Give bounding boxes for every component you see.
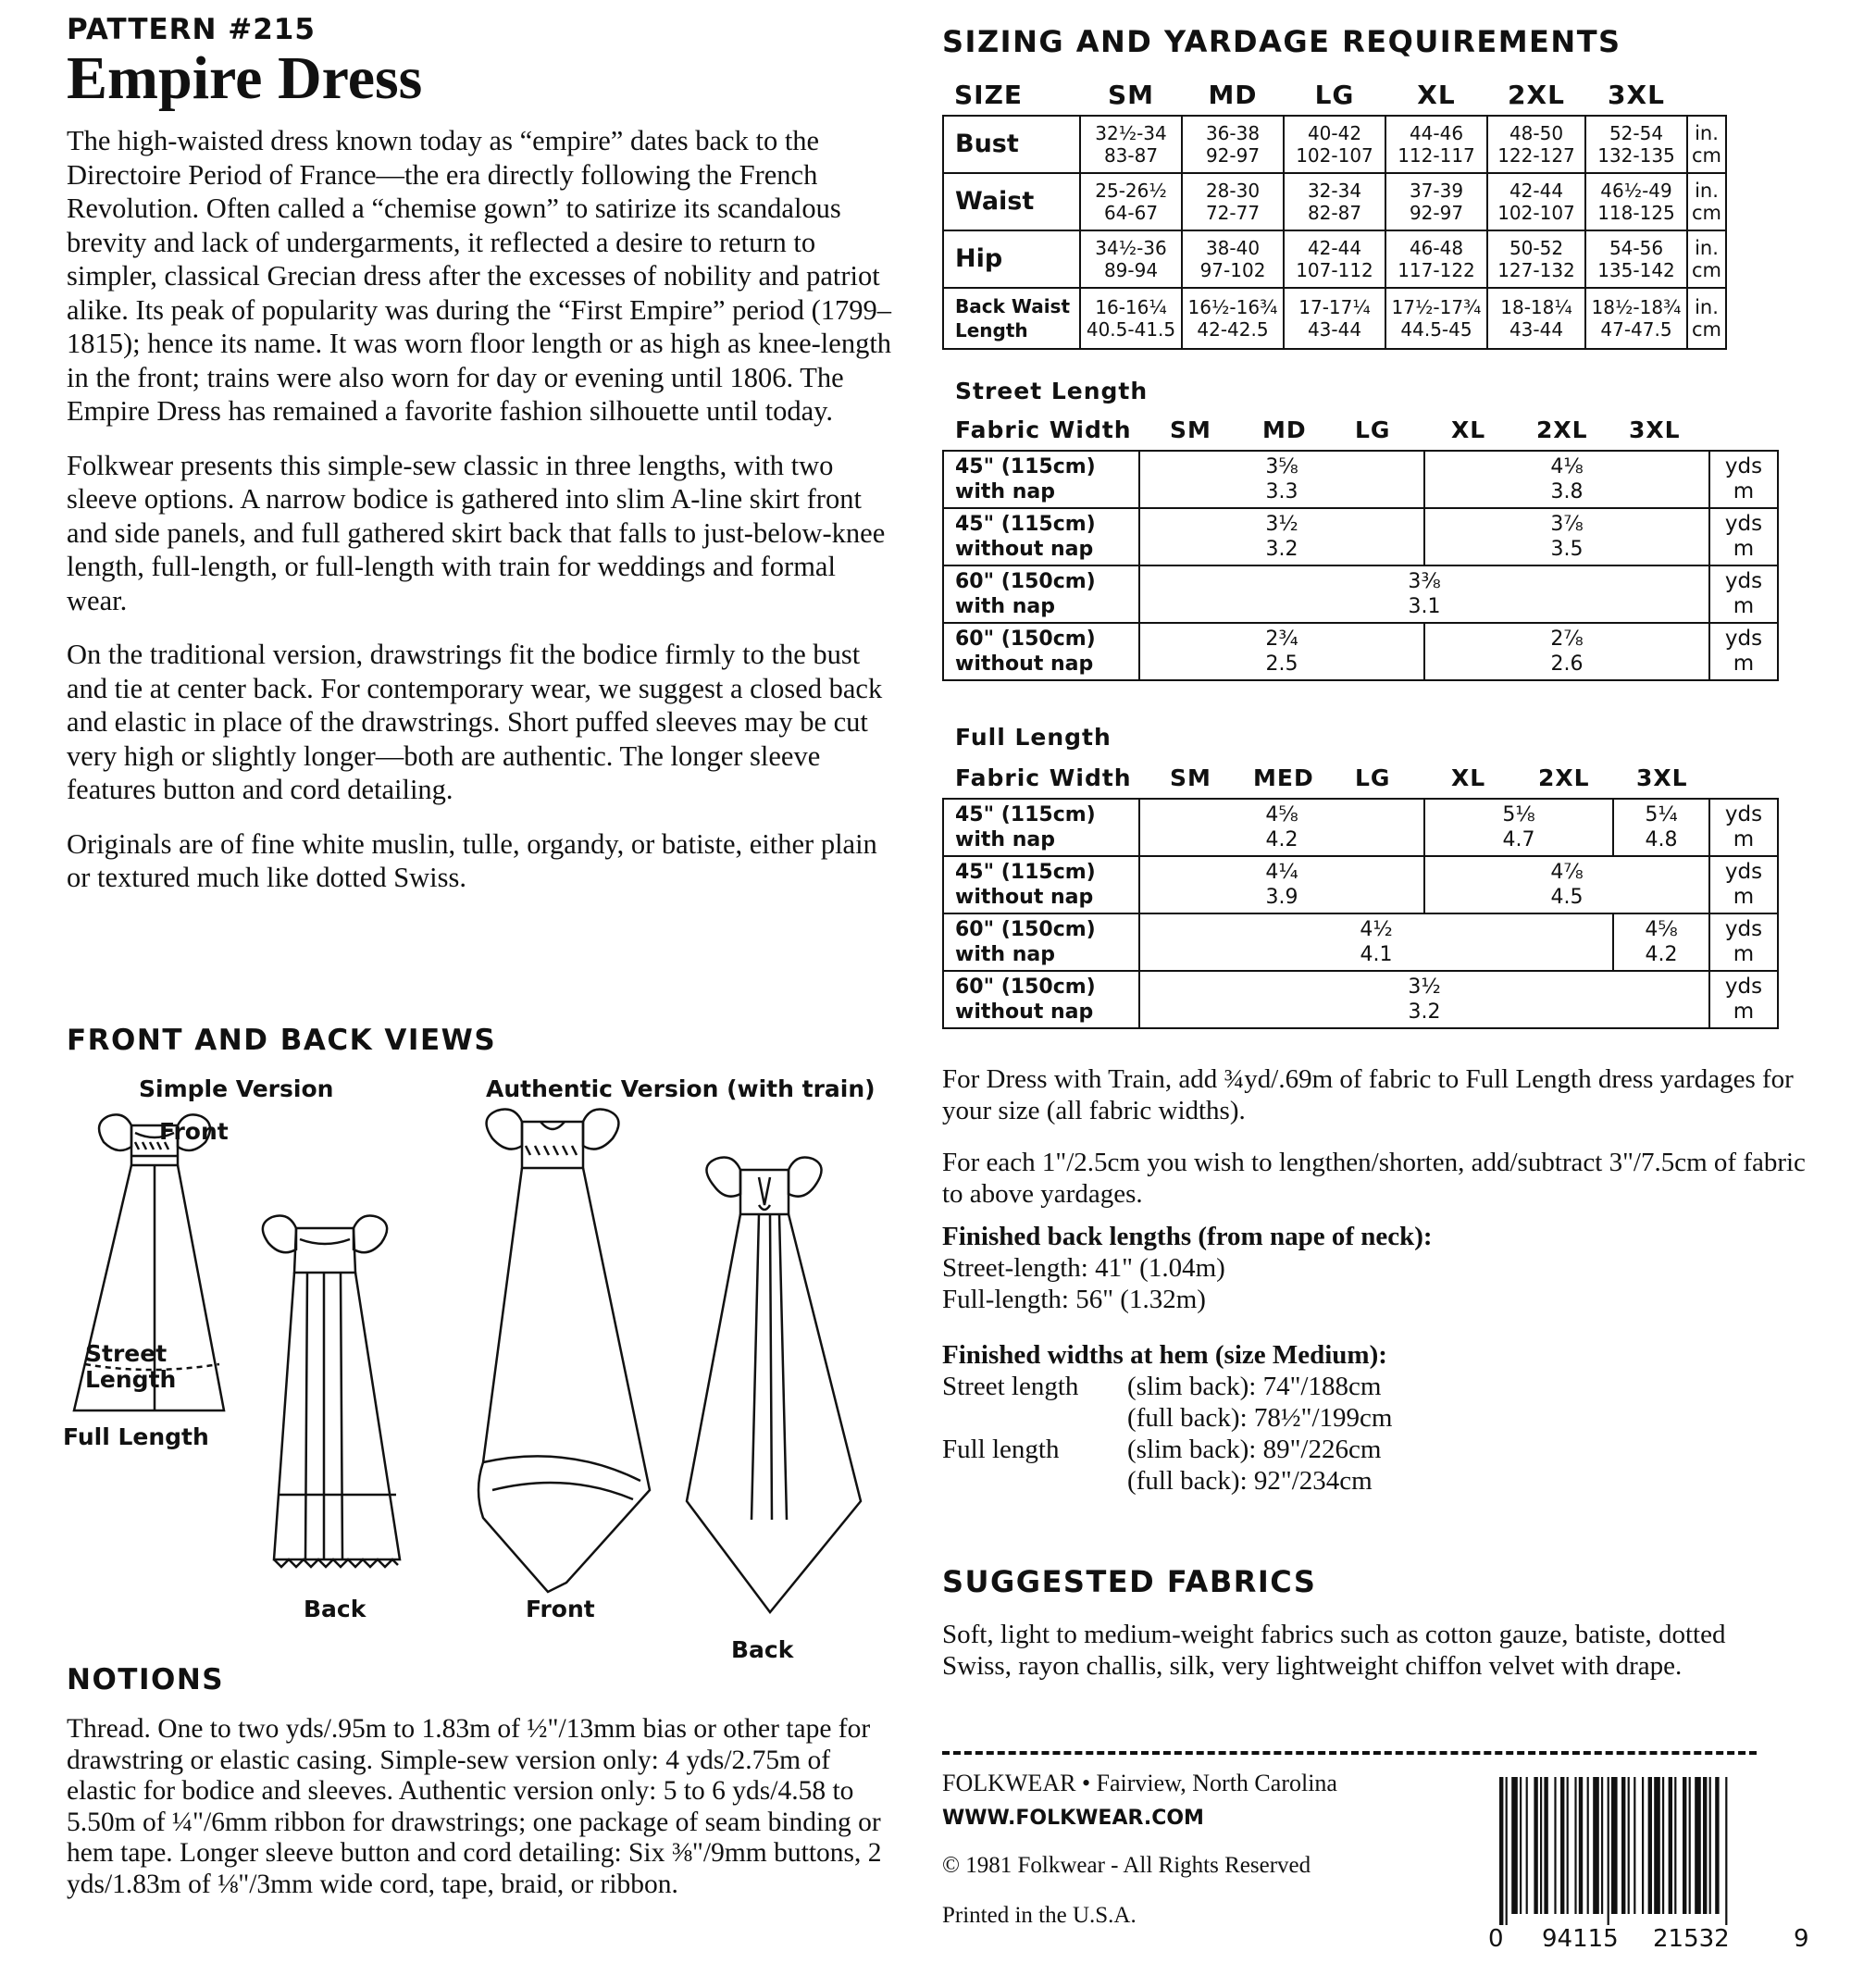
table-cell: 28-30 72-77 [1182, 173, 1284, 230]
table-row [943, 508, 1778, 565]
hem-street-slim: (slim back): 74"/188cm [1127, 1372, 1382, 1401]
unit-cell: yds m [1709, 799, 1778, 856]
size-col-header: XL [1417, 79, 1456, 110]
fabric-width-label: Fabric Width [955, 416, 1132, 443]
barcode-bar [1709, 1777, 1711, 1914]
authentic-dress-front-drawing [455, 1101, 668, 1620]
table-cell: 17-17¼ 43-44 [1284, 288, 1385, 349]
size-header-row [943, 74, 1726, 116]
unit-cell: in. cm [1687, 173, 1726, 230]
size-header-label: SIZE [954, 79, 1024, 110]
barcode-bar [1544, 1777, 1547, 1914]
size-col-header: SM [1170, 764, 1211, 791]
barcode-digit-left: 0 [1488, 1925, 1504, 1953]
barcode-bars [1486, 1777, 1810, 1925]
hem-full-label: Full length [942, 1435, 1060, 1464]
notions-section [67, 1714, 900, 1900]
simple-version-label: Simple Version [139, 1075, 334, 1102]
unit-cell: yds m [1709, 971, 1778, 1028]
table-row [943, 565, 1778, 623]
barcode-bar [1526, 1777, 1528, 1914]
size-col-header: 2XL [1508, 79, 1565, 110]
table-cell: 4½ 4.1 [1139, 913, 1613, 971]
barcode-bar [1593, 1777, 1599, 1914]
barcode-bar [1608, 1777, 1609, 1925]
unit-cell: yds m [1709, 508, 1778, 565]
table-cell: 36-38 92-97 [1182, 116, 1284, 173]
barcode-bar [1695, 1777, 1701, 1914]
size-col-header: 3XL [1629, 416, 1681, 443]
size-col-header: XL [1451, 764, 1486, 791]
authentic-front-label: Front [526, 1596, 595, 1622]
barcode-bar [1628, 1777, 1630, 1914]
row-label: 60" (150cm) with nap [943, 913, 1139, 971]
row-label: 45" (115cm) without nap [943, 856, 1139, 913]
size-col-header: MD [1262, 416, 1307, 443]
street-length-heading: Street Length [955, 378, 1149, 404]
notions-text: Thread. One to two yds/.95m to 1.83m of ½"/13mm bias or other tape for drawstring or elastic casing. Simple-sew version only: 4 yds/2.75m of elastic for bodice and sleeves. Authentic version only: 5 to 6 yds/4.58 to 5.50m of ¼"/6mm ribbon for drawstrings; one package of seam binding or hem tape. Longer sleeve button and cord detailing: Six ⅜"/9mm buttons, 2 yds/1.83m of ⅛"/3mm wide cord, tape, braid, or ribbon. [67, 1714, 882, 1899]
barcode-bar [1621, 1777, 1625, 1914]
barcode-bar [1634, 1777, 1635, 1914]
row-label: 45" (115cm) without nap [943, 508, 1139, 565]
barcode-bar [1574, 1777, 1576, 1914]
table-cell: 34½-36 89-94 [1080, 230, 1182, 288]
front-label: Front [159, 1118, 229, 1145]
table-cell: 52-54 132-135 [1585, 116, 1687, 173]
size-col-header: XL [1451, 416, 1486, 443]
row-label: Hip [943, 230, 1080, 288]
notions-heading: NOTIONS [67, 1663, 225, 1696]
table-cell: 38-40 97-102 [1182, 230, 1284, 288]
table-cell: 5⅛ 4.7 [1424, 799, 1613, 856]
table-cell: 16-16¼ 40.5-41.5 [1080, 288, 1182, 349]
table-cell: 4⅛ 3.8 [1424, 451, 1709, 508]
table-cell: 44-46 112-117 [1385, 116, 1487, 173]
fabric-width-label: Fabric Width [955, 764, 1132, 791]
table-row [943, 913, 1778, 971]
barcode-digit-right: 9 [1794, 1925, 1809, 1953]
row-label: Back Waist Length [943, 288, 1080, 349]
intro-paragraph-3: On the traditional version, drawstrings fit the bodice firmly to the bust and tie at center back. For contemporary wear, we suggest a closed back and elastic in place of the drawstrings. Short puffed sleeves may be cut very high or slightly longer—both are authentic. The longer sleeve features button and cord detailing. [67, 639, 883, 805]
table-cell: 54-56 135-142 [1585, 230, 1687, 288]
table-cell: 48-50 122-127 [1487, 116, 1585, 173]
back-length-street: Street-length: 41" (1.04m) [942, 1253, 1225, 1283]
table-cell: 4⅞ 4.5 [1424, 856, 1709, 913]
barcode-bar [1560, 1777, 1564, 1914]
row-label: 60" (150cm) without nap [943, 623, 1139, 680]
table-cell: 3⅝ 3.3 [1139, 451, 1424, 508]
views-heading: FRONT AND BACK VIEWS [67, 1024, 497, 1057]
table-cell: 37-39 92-97 [1385, 173, 1487, 230]
street-label-line2: Length [85, 1366, 177, 1393]
table-row [943, 623, 1778, 680]
table-cell: 16½-16¾ 42-42.5 [1182, 288, 1284, 349]
back-label: Back [304, 1596, 366, 1622]
table-cell: 3½ 3.2 [1139, 971, 1709, 1028]
barcode-bar [1654, 1777, 1660, 1914]
sizing-heading: SIZING AND YARDAGE REQUIREMENTS [942, 24, 1621, 59]
table-cell: 42-44 102-107 [1487, 173, 1585, 230]
barcode-bar [1534, 1777, 1537, 1914]
unit-cell: yds m [1709, 565, 1778, 623]
company-line [942, 1770, 1337, 1797]
barcode-digits-2: 21532 [1653, 1925, 1730, 1953]
barcode-bar [1567, 1777, 1569, 1914]
table-cell: 18-18¼ 43-44 [1487, 288, 1585, 349]
barcode [1486, 1777, 1810, 1953]
size-col-header: MED [1253, 764, 1314, 791]
barcode-bar [1642, 1777, 1644, 1914]
pattern-number: PATTERN #215 [67, 13, 316, 46]
copyright: © 1981 Folkwear - All Rights Reserved [942, 1853, 1311, 1878]
fabrics-text: Soft, light to medium-weight fabrics such as cotton gauze, batiste, dotted Swiss, rayon challis, silk, very lightweight chiffon velvet with drape. [942, 1620, 1726, 1681]
table-row [943, 173, 1726, 230]
unit-cell: in. cm [1687, 116, 1726, 173]
printed-in: Printed in the U.S.A. [942, 1903, 1137, 1928]
table-cell: 3⅜ 3.1 [1139, 565, 1709, 623]
back-lengths-heading: Finished back lengths (from nape of neck): [942, 1222, 1433, 1251]
table-row [943, 230, 1726, 288]
barcode-bar [1662, 1777, 1664, 1914]
barcode-bar [1648, 1777, 1652, 1914]
hem-street-full: (full back): 78½"/199cm [1127, 1403, 1393, 1433]
barcode-bar [1540, 1777, 1542, 1914]
table-cell: 46½-49 118-125 [1585, 173, 1687, 230]
table-row [943, 971, 1778, 1028]
street-length-table [942, 450, 1779, 681]
barcode-bar [1703, 1777, 1707, 1914]
divider [942, 1751, 1757, 1755]
train-note: For Dress with Train, add ¾yd/.69m of fabric to Full Length dress yardages for your size (all fabric widths). [942, 1064, 1794, 1125]
table-cell: 2¾ 2.5 [1139, 623, 1424, 680]
row-label: 60" (150cm) without nap [943, 971, 1139, 1028]
company-name: FOLKWEAR [942, 1770, 1076, 1796]
barcode-bar [1669, 1777, 1672, 1914]
intro-paragraph-1: The high-waisted dress known today as “empire” dates back to the Directoire Period of France—the era directly following the French Revolution. Often called a “chemise gown” to satirize its scandalous brevity and lack of undergarments, it reflected a desire to return to simpler, classical Grecian dress after the excesses of nobility and patriot alike. Its peak of popularity was during the “First Empire” period (1799–1815); hence its name. It was worn floor length or as high as knee-length in the front; trains were also worn for day or evening until 1806. The Empire Dress has remained a favorite fashion silhouette until today. [67, 125, 892, 427]
unit-cell: yds m [1709, 856, 1778, 913]
size-col-header: LG [1355, 764, 1391, 791]
barcode-bar [1683, 1777, 1686, 1914]
size-col-header: 3XL [1608, 79, 1665, 110]
unit-cell: yds m [1709, 451, 1778, 508]
row-label: 45" (115cm) with nap [943, 799, 1139, 856]
back-length-full: Full-length: 56" (1.32m) [942, 1285, 1206, 1314]
barcode-bar [1601, 1777, 1603, 1914]
row-label: Bust [943, 116, 1080, 173]
barcode-bar [1725, 1777, 1727, 1925]
page-title: Empire Dress [67, 44, 423, 112]
simple-dress-back-drawing [242, 1208, 437, 1597]
unit-cell: yds m [1709, 623, 1778, 680]
table-row [943, 799, 1778, 856]
size-col-header: 3XL [1636, 764, 1688, 791]
barcode-bar [1499, 1777, 1503, 1925]
barcode-bar [1611, 1777, 1618, 1914]
hem-full-slim: (slim back): 89"/226cm [1127, 1435, 1382, 1464]
barcode-bar [1715, 1777, 1719, 1914]
table-cell: 32½-34 83-87 [1080, 116, 1182, 173]
table-cell: 2⅞ 2.6 [1424, 623, 1709, 680]
table-cell: 4⅝ 4.2 [1613, 913, 1709, 971]
unit-cell: in. cm [1687, 230, 1726, 288]
row-label: 60" (150cm) with nap [943, 565, 1139, 623]
table-row [943, 856, 1778, 913]
table-row [943, 288, 1726, 349]
table-cell: 3⅞ 3.5 [1424, 508, 1709, 565]
full-fabric-width-header [955, 764, 1788, 792]
authentic-back-label: Back [731, 1636, 794, 1663]
size-col-header: MD [1208, 79, 1258, 110]
barcode-bar [1579, 1777, 1583, 1914]
size-col-header: SM [1107, 79, 1155, 110]
authentic-dress-back-drawing [659, 1149, 881, 1649]
row-label: 45" (115cm) with nap [943, 451, 1139, 508]
table-cell: 4¼ 3.9 [1139, 856, 1424, 913]
barcode-bar [1520, 1777, 1522, 1914]
unit-cell: yds m [1709, 913, 1778, 971]
size-col-header: 2XL [1536, 416, 1588, 443]
table-cell: 18½-18¾ 47-47.5 [1585, 288, 1687, 349]
left-column [67, 13, 900, 915]
size-col-header: LG [1355, 416, 1391, 443]
table-row [943, 116, 1726, 173]
table-cell: 25-26½ 64-67 [1080, 173, 1182, 230]
barcode-bar [1506, 1777, 1508, 1925]
size-col-header: SM [1170, 416, 1211, 443]
hem-street-label: Street length [942, 1372, 1079, 1401]
barcode-bar [1689, 1777, 1691, 1914]
street-label-line1: Street [85, 1340, 168, 1367]
unit-cell: in. cm [1687, 288, 1726, 349]
table-cell: 42-44 107-112 [1284, 230, 1385, 288]
table-cell: 46-48 117-122 [1385, 230, 1487, 288]
barcode-bar [1587, 1777, 1589, 1914]
hem-widths-heading: Finished widths at hem (size Medium): [942, 1340, 1387, 1370]
row-label: Waist [943, 173, 1080, 230]
table-row [943, 451, 1778, 508]
table-cell: 50-52 127-132 [1487, 230, 1585, 288]
company-location: • Fairview, North Carolina [1081, 1770, 1337, 1796]
table-cell: 4⅝ 4.2 [1139, 799, 1424, 856]
barcode-bar [1674, 1777, 1676, 1914]
table-cell: 3½ 3.2 [1139, 508, 1424, 565]
authentic-version-label: Authentic Version (with train) [486, 1075, 876, 1102]
website-link[interactable]: WWW.FOLKWEAR.COM [942, 1807, 1204, 1830]
barcode-digits-1: 94115 [1542, 1925, 1619, 1953]
intro-paragraph-4: Originals are of fine white muslin, tulle, organdy, or batiste, either plain or textured much like dotted Swiss. [67, 827, 877, 893]
street-fabric-width-header [955, 416, 1788, 444]
table-cell: 5¼ 4.8 [1613, 799, 1709, 856]
full-length-table [942, 798, 1779, 1029]
fabrics-heading: SUGGESTED FABRICS [942, 1564, 1317, 1599]
table-cell: 17½-17¾ 44.5-45 [1385, 288, 1487, 349]
full-length-heading: Full Length [955, 724, 1112, 751]
intro-paragraph-2: Folkwear presents this simple-sew classic in three lengths, with two sleeve options. A narrow bodice is gathered into slim A-line skirt front and side panels, and full gathered skirt back that falls to just-below-knee length, full-length, or full-length with train for weddings and formal wear. [67, 449, 886, 616]
barcode-bar [1554, 1777, 1556, 1914]
lengthen-note: For each 1"/2.5cm you wish to lengthen/shorten, add/subtract 3"/7.5cm of fabric to above yardages. [942, 1148, 1806, 1209]
barcode-bar [1511, 1777, 1518, 1914]
dress-illustrations [63, 1064, 881, 1666]
size-col-header: LG [1314, 79, 1355, 110]
size-table [942, 74, 1727, 350]
full-length-label: Full Length [63, 1423, 209, 1450]
size-col-header: 2XL [1538, 764, 1590, 791]
hem-full-full: (full back): 92"/234cm [1127, 1466, 1373, 1496]
table-cell: 40-42 102-107 [1284, 116, 1385, 173]
table-cell: 32-34 82-87 [1284, 173, 1385, 230]
